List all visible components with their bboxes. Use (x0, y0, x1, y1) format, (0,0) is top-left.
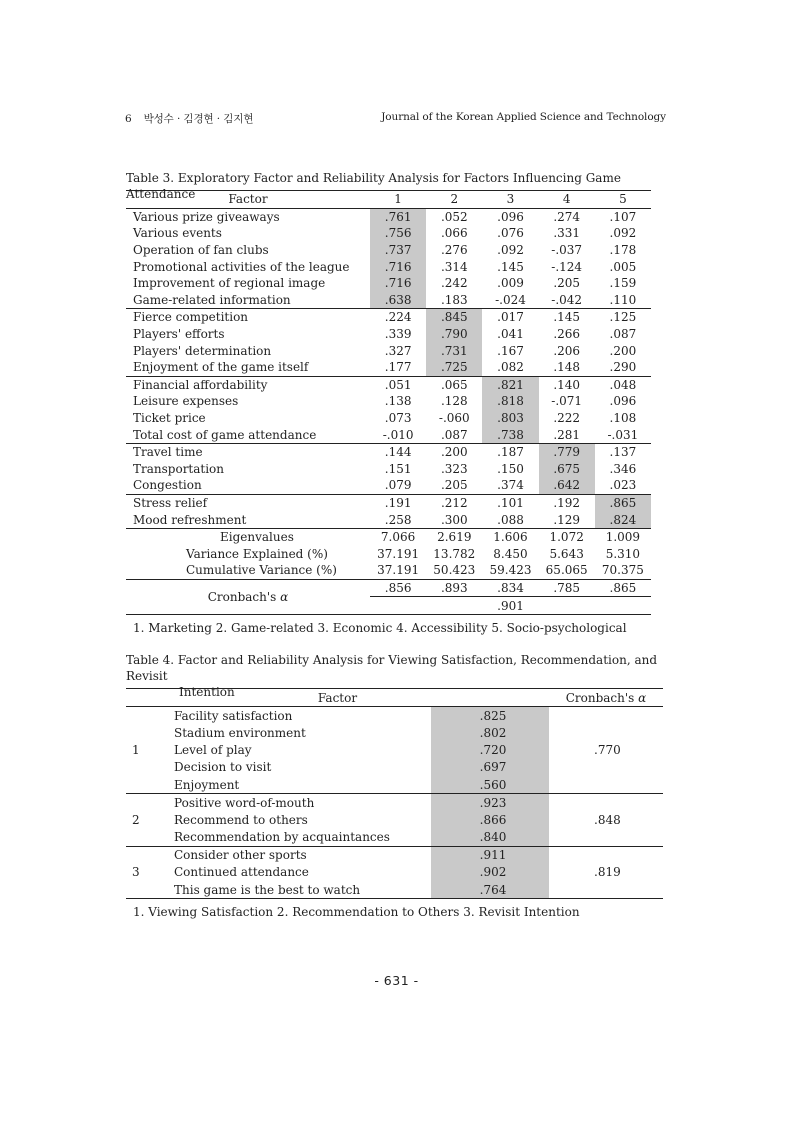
table3-col-1: 1 (370, 191, 426, 209)
table3-factor-name: Total cost of game attendance (133, 427, 317, 442)
table3-row (126, 342, 651, 359)
table3-loading: .281 (553, 427, 581, 442)
table3-summary-value: 1.009 (595, 528, 651, 545)
table3-row (126, 292, 651, 309)
table3-summary-value: 37.191 (377, 563, 420, 578)
table3-loading: .151 (384, 461, 412, 476)
table4-loading: .840 (431, 829, 549, 847)
running-header-left (125, 111, 253, 126)
table4-row (126, 707, 663, 725)
table4-factor-name: Positive word-of-mouth (146, 794, 431, 812)
table3-loading: .144 (370, 443, 426, 460)
table4-factor-name: This game is the best to watch (146, 881, 431, 899)
table4-col-alpha-text: Cronbach's (565, 690, 635, 705)
table3-loading: .076 (497, 226, 524, 241)
table3-loading: .200 (609, 343, 637, 358)
table3-col-3: 3 (482, 191, 538, 209)
table3-col-2: 2 (426, 191, 482, 209)
table3-loading: .731 (426, 342, 482, 359)
table4 (126, 688, 663, 899)
table3-summary-value: 37.191 (377, 546, 420, 561)
table3-loading: .092 (497, 243, 524, 258)
table3-factor-name: Players' efforts (133, 327, 225, 342)
table3-row (126, 426, 651, 443)
table3-loading: .107 (595, 208, 651, 225)
table3-summary-value: 1.606 (482, 528, 538, 545)
table3-loading: .200 (426, 443, 482, 460)
table3-loading: .738 (482, 426, 538, 443)
table3-alpha-value: .856 (370, 579, 426, 597)
table3-loading: .761 (370, 208, 426, 225)
table3-loading: .138 (384, 394, 412, 409)
table3-summary-value: 7.066 (370, 528, 426, 545)
table3-loading: .642 (539, 477, 595, 494)
table4-footnote: 1. Viewing Satisfaction 2. Recommendation to Others 3. Revisit Intention (133, 905, 580, 919)
table4-factor-name: Facility satisfaction (174, 708, 293, 723)
table3-summary-value: 59.423 (489, 563, 532, 578)
table3-factor-name: Various prize giveaways (126, 208, 370, 225)
table4-group-id: 3 (126, 846, 146, 899)
table3 (126, 190, 651, 615)
table4-factor-name: Continued attendance (174, 865, 309, 880)
table4-alpha-value: .770 (594, 743, 621, 758)
table3-loading: .258 (384, 512, 412, 527)
table3-loading: .737 (370, 242, 426, 259)
table3-factor-name: Enjoyment of the game itself (133, 360, 309, 375)
table3-loading: .023 (609, 478, 637, 493)
table3-loading: .803 (482, 410, 538, 427)
table3-row (126, 359, 651, 376)
table3-factor-name: Congestion (133, 478, 202, 493)
table4-alpha-value: .848 (549, 794, 663, 847)
table3-loading: .137 (595, 443, 651, 460)
page-number: - 631 - (374, 973, 419, 988)
table3-loading: .065 (426, 376, 482, 393)
table3-loading: .073 (384, 411, 412, 426)
table3-loading: .274 (539, 208, 595, 225)
table3-loading: .374 (497, 478, 524, 493)
table3-row (126, 410, 651, 427)
table3-summary-value: 5.310 (605, 546, 641, 561)
table3-loading: -.031 (607, 427, 639, 442)
table3-alpha-value: .865 (595, 579, 651, 597)
header-page-number: 6 (125, 113, 132, 125)
table3-summary-value: 8.450 (493, 546, 528, 561)
table3-loading: .266 (553, 327, 581, 342)
table3-header-row (126, 191, 651, 209)
table3-alpha-row (126, 579, 651, 597)
table3-row (126, 208, 651, 225)
table3-loading: .101 (482, 494, 538, 511)
table3-row (126, 393, 651, 410)
table4-loading: .911 (431, 846, 549, 864)
table3-loading: .005 (609, 259, 637, 274)
table3-col-5: 5 (595, 191, 651, 209)
table3-summary-value: 13.782 (433, 546, 476, 561)
table3-loading: .087 (440, 427, 468, 442)
table3-loading: -.024 (495, 292, 526, 307)
table3-row (126, 275, 651, 292)
table3-loading: .205 (553, 276, 581, 291)
table3-loading: .125 (595, 309, 651, 326)
table3-loading: .177 (384, 360, 412, 375)
table3-loading: .300 (440, 512, 468, 527)
table3-summary-row (126, 528, 651, 545)
header-authors: 박성수 · 김경현 · 김지현 (143, 113, 254, 125)
table3-loading: -.042 (551, 292, 583, 307)
table4-col-factor: Factor (126, 689, 549, 707)
table3-row (126, 242, 651, 259)
table3-loading: .178 (609, 243, 637, 258)
table4-row (126, 794, 663, 812)
table4-factor-name: Consider other sports (146, 846, 431, 864)
table4-factor-name: Stadium environment (174, 725, 306, 740)
table4-loading: .902 (431, 864, 549, 881)
table3-loading: .821 (482, 376, 538, 393)
table3-loading: .779 (539, 443, 595, 460)
table3-col-4: 4 (539, 191, 595, 209)
table3-loading: .110 (609, 292, 637, 307)
header-journal-title: Journal of the Korean Applied Science and Technology (381, 111, 666, 123)
table4-loading: .923 (431, 794, 549, 812)
table3-factor-name: Travel time (126, 443, 370, 460)
table3-summary-label: Eigenvalues (126, 528, 370, 545)
table3-loading: .167 (497, 343, 524, 358)
table3-factor-name: Players' determination (133, 343, 272, 358)
table3-loading: .323 (440, 461, 468, 476)
table3-loading: .108 (609, 411, 637, 426)
table3-loading: .087 (609, 327, 637, 342)
table4-factor-name: Level of play (174, 743, 252, 758)
table3-factor-name: Stress relief (126, 494, 370, 511)
table3-summary-label: Variance Explained (%) (186, 546, 328, 561)
table3-factor-name: Ticket price (133, 411, 206, 426)
table3-summary-value: 1.072 (539, 528, 595, 545)
table3-loading: .818 (482, 393, 538, 410)
table3-loading: .009 (497, 276, 524, 291)
table3-row (126, 461, 651, 478)
table3-loading: .052 (426, 208, 482, 225)
table3-loading: .191 (370, 494, 426, 511)
table3-loading: .092 (609, 226, 637, 241)
table4-loading: .866 (431, 811, 549, 828)
table3-loading: .048 (595, 376, 651, 393)
table3-loading: .159 (609, 276, 637, 291)
table4-factor-name: Decision to visit (174, 760, 272, 775)
table3-row (126, 494, 651, 511)
table3-row (126, 225, 651, 242)
table3-alpha-text: Cronbach's (207, 589, 277, 604)
table3-loading: .150 (497, 461, 524, 476)
table3-factor-name: Financial affordability (126, 376, 370, 393)
table3-loading: .148 (553, 360, 581, 375)
table3-row (126, 511, 651, 528)
table3-factor-name: Various events (133, 226, 222, 241)
table3-loading: .276 (440, 243, 468, 258)
table4-factor-name: Recommend to others (174, 812, 308, 827)
table3-loading: -.071 (551, 394, 583, 409)
table4-group-id: 1 (132, 743, 140, 758)
table3-loading: .346 (609, 461, 637, 476)
table3-factor-name: Mood refreshment (133, 512, 247, 527)
table3-summary-value: 50.423 (433, 563, 476, 578)
table4-header-row (126, 689, 663, 707)
table3-summary-value: 5.643 (549, 546, 584, 561)
table3-loading: .192 (539, 494, 595, 511)
table3-loading: .082 (497, 360, 524, 375)
table4-loading: .697 (431, 759, 549, 776)
table4-loading: .560 (431, 776, 549, 794)
table3-row (126, 326, 651, 343)
table3-loading: .129 (553, 512, 581, 527)
table4-group-id: 2 (126, 794, 146, 847)
table3-loading: .183 (440, 292, 468, 307)
table3-factor-name: Promotional activities of the league (133, 259, 350, 274)
table3-loading: .790 (426, 326, 482, 343)
table3-loading: .041 (497, 327, 524, 342)
table3-loading: .314 (440, 259, 468, 274)
table3-loading: .725 (426, 359, 482, 376)
table3-loading: .017 (482, 309, 538, 326)
table3-loading: .224 (370, 309, 426, 326)
table3-loading: .339 (384, 327, 412, 342)
table3-loading: -.124 (551, 259, 583, 274)
table3-loading: -.010 (382, 427, 414, 442)
table3-loading: .066 (440, 226, 468, 241)
table3-summary-value: 70.375 (601, 563, 644, 578)
table3-alpha-total: .901 (370, 597, 651, 615)
table3-loading: .205 (440, 478, 468, 493)
table3-factor-name: Leisure expenses (133, 394, 239, 409)
table3-alpha-label (126, 579, 370, 614)
table4-factor-name: Recommendation by acquaintances (174, 830, 390, 845)
table3-summary-value: 2.619 (426, 528, 482, 545)
table3-row (126, 376, 651, 393)
alpha-symbol: α (638, 690, 647, 705)
table3-alpha-value: .834 (482, 579, 538, 597)
table3-loading: .845 (426, 309, 482, 326)
table3-col-factor: Factor (126, 191, 370, 209)
table4-caption-line1: Table 4. Factor and Reliability Analysis for Viewing Satisfaction, Recommendation, and Revisit (126, 653, 658, 683)
table4-loading: .825 (431, 707, 549, 725)
table3-loading: .206 (553, 343, 581, 358)
table4-loading: .764 (431, 881, 549, 899)
table3-loading: .145 (539, 309, 595, 326)
table3-footnote: 1. Marketing 2. Game-related 3. Economic 4. Accessibility 5. Socio-psychological (133, 621, 627, 635)
table3-row (126, 309, 651, 326)
table3-loading: .051 (370, 376, 426, 393)
table4-factor-name: Enjoyment (174, 777, 240, 792)
table3-loading: -.060 (438, 411, 470, 426)
table3-loading: .212 (426, 494, 482, 511)
table4-row (126, 846, 663, 864)
table3-factor-name: Fierce competition (126, 309, 370, 326)
table3-loading: .128 (440, 394, 468, 409)
table4-col-alpha (549, 689, 663, 707)
table3-row (126, 477, 651, 494)
table3-loading: .824 (595, 511, 651, 528)
table3-loading: -.037 (551, 243, 583, 258)
table3-row (126, 443, 651, 460)
table3-loading: .140 (539, 376, 595, 393)
table3-factor-name: Operation of fan clubs (133, 243, 269, 258)
table3-loading: .675 (539, 461, 595, 478)
table3-alpha-value: .785 (539, 579, 595, 597)
table3-loading: .242 (440, 276, 468, 291)
table3-factor-name: Transportation (133, 461, 225, 476)
table4-loading: .720 (431, 742, 549, 759)
table3-loading: .222 (553, 411, 581, 426)
table3-loading: .331 (553, 226, 581, 241)
table3-factor-name: Game-related information (133, 292, 291, 307)
table3-caption: Table 3. Exploratory Factor and Reliability Analysis for Factors Influencing Game Attendance (126, 171, 621, 201)
table4-loading: .802 (431, 724, 549, 741)
table3-summary-row (126, 562, 651, 579)
table3-loading: .079 (384, 478, 412, 493)
table3-loading: .290 (609, 360, 637, 375)
table3-summary-row (126, 545, 651, 562)
table3-loading: .638 (370, 292, 426, 309)
table3-loading: .088 (497, 512, 524, 527)
table3-alpha-value: .893 (426, 579, 482, 597)
table3-loading: .096 (482, 208, 538, 225)
table3-summary-value: 65.065 (545, 563, 588, 578)
table3-loading: .756 (370, 225, 426, 242)
table3-loading: .145 (497, 259, 524, 274)
table3-loading: .865 (595, 494, 651, 511)
table4-alpha-value: .819 (549, 846, 663, 899)
table3-loading: .327 (384, 343, 412, 358)
table3-loading: .716 (370, 258, 426, 275)
table3-loading: .096 (609, 394, 637, 409)
alpha-symbol: α (280, 589, 289, 604)
table4-caption-line2: Intention (179, 685, 235, 699)
table3-loading: .187 (482, 443, 538, 460)
table3-loading: .716 (370, 275, 426, 292)
table3-factor-name: Improvement of regional image (133, 276, 326, 291)
table3-summary-label: Cumulative Variance (%) (186, 563, 337, 578)
table3-row (126, 258, 651, 275)
